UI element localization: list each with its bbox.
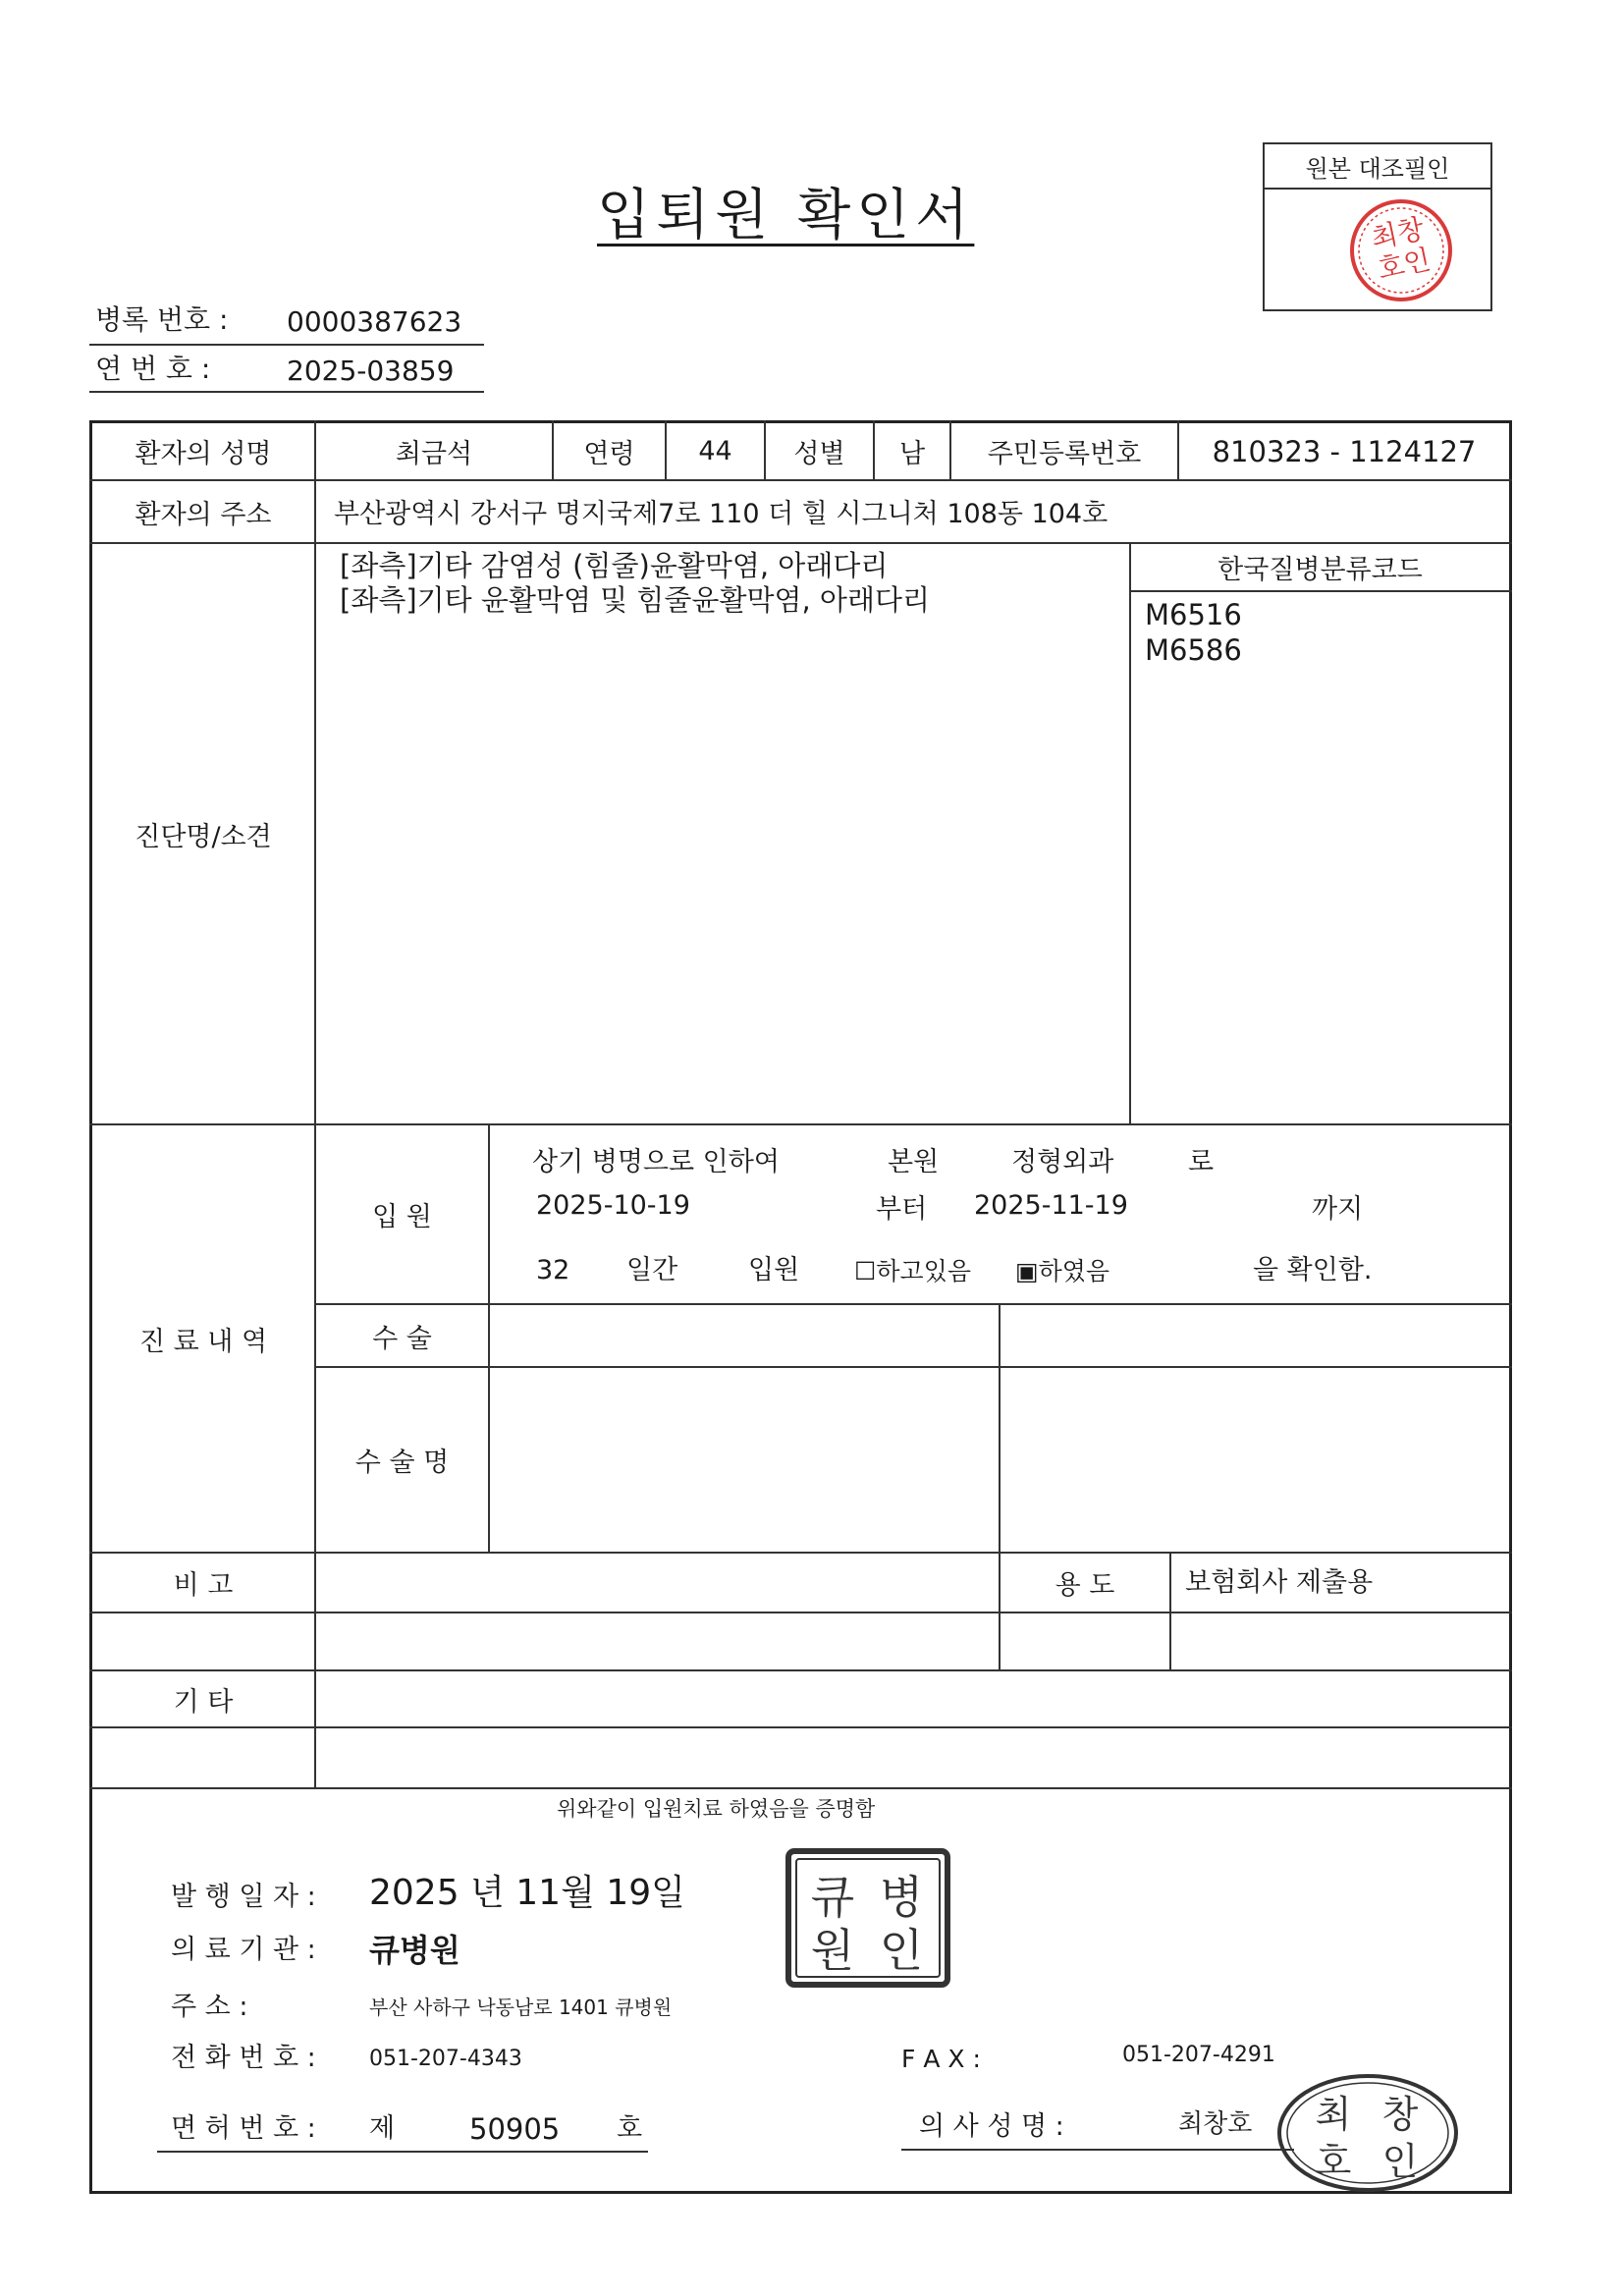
- institution-label: 의 료 기 관 :: [171, 1935, 316, 1965]
- fax-value: 051-207-4291: [1122, 2043, 1275, 2067]
- phone-label: 전 화 번 호 :: [171, 2043, 316, 2073]
- purpose-label: 용 도: [1055, 1570, 1115, 1601]
- sex-label: 성별: [793, 439, 845, 469]
- hospital-address-value: 부산 사하구 낙동남로 1401 큐병원: [369, 1995, 673, 2019]
- rrn-value: 810323 - 1124127: [1212, 434, 1477, 468]
- svg-text:호인: 호인: [1375, 243, 1434, 286]
- svg-text:창: 창: [1381, 2093, 1419, 2136]
- admission-start-date: 2025-10-19: [536, 1190, 690, 1221]
- address-value: 부산광역시 강서구 명지국제7로 110 더 힐 시그니처 108동 104호: [334, 499, 1109, 529]
- red-seal-icon: [1347, 195, 1455, 305]
- issue-date-value: 2025 년 11월 19일: [369, 1873, 685, 1913]
- age-label: 연령: [583, 439, 635, 469]
- treatment-label: 진 료 내 역: [138, 1326, 268, 1357]
- other-label: 기 타: [173, 1686, 234, 1718]
- hospital-seal-icon: [785, 1848, 950, 1988]
- kcd-code-1: M6516: [1145, 598, 1242, 631]
- treatment-hospital: 본원: [888, 1147, 940, 1177]
- col-line: [314, 420, 316, 1787]
- days-label: 일간: [626, 1255, 678, 1285]
- confirm-text: 을 확인함.: [1253, 1255, 1373, 1285]
- hospital-address-label: 주 소 :: [171, 1992, 248, 2022]
- col-line: [1169, 1552, 1171, 1669]
- phone-value: 051-207-4343: [369, 2047, 522, 2071]
- from-label: 부터: [876, 1194, 928, 1225]
- fax-label: F A X :: [901, 2045, 981, 2073]
- col-line: [488, 1123, 490, 1552]
- original-verification-box: [1263, 142, 1492, 311]
- chart-number-value: 0000387623: [287, 305, 462, 338]
- certify-statement: 위와같이 입원치료 하였음을 증명함: [557, 1797, 876, 1821]
- until-label: 까지: [1312, 1194, 1364, 1225]
- doctor-name: 최창호: [1178, 2109, 1253, 2139]
- col-line: [1129, 542, 1131, 1123]
- license-underline: [157, 2151, 648, 2153]
- option-done-checkbox: ▣하였음: [1015, 1257, 1110, 1285]
- svg-text:호: 호: [1315, 2140, 1352, 2183]
- col-line: [999, 1303, 1001, 1552]
- treatment-line1-suffix: 로: [1188, 1147, 1215, 1177]
- diagnosis-label: 진단명/소견: [135, 821, 272, 852]
- chart-number-underline: [89, 344, 484, 346]
- document-title: 입퇴원 확인서: [597, 184, 975, 247]
- admit-word: 입원: [748, 1255, 800, 1285]
- license-label: 면 허 번 호 :: [171, 2113, 316, 2144]
- kcd-code-2: M6586: [1145, 633, 1242, 667]
- kcd-label: 한국질병분류코드: [1217, 555, 1423, 585]
- row-line: [314, 1303, 1512, 1305]
- svg-text:최창: 최창: [1368, 212, 1428, 255]
- license-suffix: 호: [617, 2113, 643, 2144]
- svg-text:원: 원: [810, 1924, 855, 1977]
- diagnosis-line-2: [좌측]기타 윤활막염 및 힘줄윤활막염, 아래다리: [340, 583, 930, 617]
- row-line: [89, 1726, 1512, 1728]
- remarks-label: 비 고: [173, 1570, 234, 1601]
- doctor-label: 의 사 성 명 :: [919, 2111, 1064, 2142]
- surgery-name-label: 수 술 명: [354, 1448, 450, 1478]
- svg-text:최: 최: [1315, 2093, 1352, 2136]
- row-line: [1129, 590, 1512, 592]
- doctor-underline: [901, 2149, 1294, 2151]
- svg-text:인: 인: [1381, 2140, 1419, 2183]
- verification-label: 원본 대조필인: [1265, 144, 1490, 190]
- rrn-label: 주민등록번호: [987, 439, 1142, 469]
- row-line: [89, 1787, 1512, 1789]
- diagnosis-line-1: [좌측]기타 감염성 (힘줄)윤활막염, 아래다리: [340, 549, 889, 582]
- doctor-seal-icon: [1274, 2072, 1461, 2194]
- address-label: 환자의 주소: [135, 499, 272, 530]
- institution-value: 큐병원: [369, 1932, 460, 1969]
- surgery-label: 수 술: [372, 1323, 432, 1354]
- admission-days: 32: [536, 1255, 570, 1285]
- row-line: [89, 1612, 1512, 1613]
- serial-number-value: 2025-03859: [287, 355, 455, 387]
- issue-date-label: 발 행 일 자 :: [171, 1882, 316, 1912]
- row-line: [314, 1366, 1512, 1368]
- sex-value: 남: [898, 439, 926, 469]
- license-number: 50905: [469, 2112, 561, 2146]
- admission-label: 입 원: [372, 1202, 432, 1232]
- svg-text:병: 병: [879, 1871, 924, 1924]
- patient-name-value: 최금석: [395, 439, 473, 469]
- patient-name-label: 환자의 성명: [135, 439, 272, 469]
- option-ongoing-checkbox: ☐하고있음: [854, 1257, 972, 1285]
- svg-text:인: 인: [879, 1924, 924, 1977]
- treatment-department: 정형외과: [1011, 1147, 1114, 1177]
- serial-number-underline: [89, 391, 484, 393]
- svg-text:큐: 큐: [810, 1871, 855, 1924]
- purpose-value: 보험회사 제출용: [1185, 1567, 1374, 1598]
- admission-end-date: 2025-11-19: [974, 1190, 1128, 1221]
- chart-number-label: 병록 번호 :: [95, 303, 229, 336]
- age-value: 44: [698, 436, 732, 466]
- serial-number-label: 연 번 호 :: [95, 353, 211, 385]
- license-prefix: 제: [369, 2113, 396, 2144]
- treatment-line1-prefix: 상기 병명으로 인하여: [532, 1147, 780, 1177]
